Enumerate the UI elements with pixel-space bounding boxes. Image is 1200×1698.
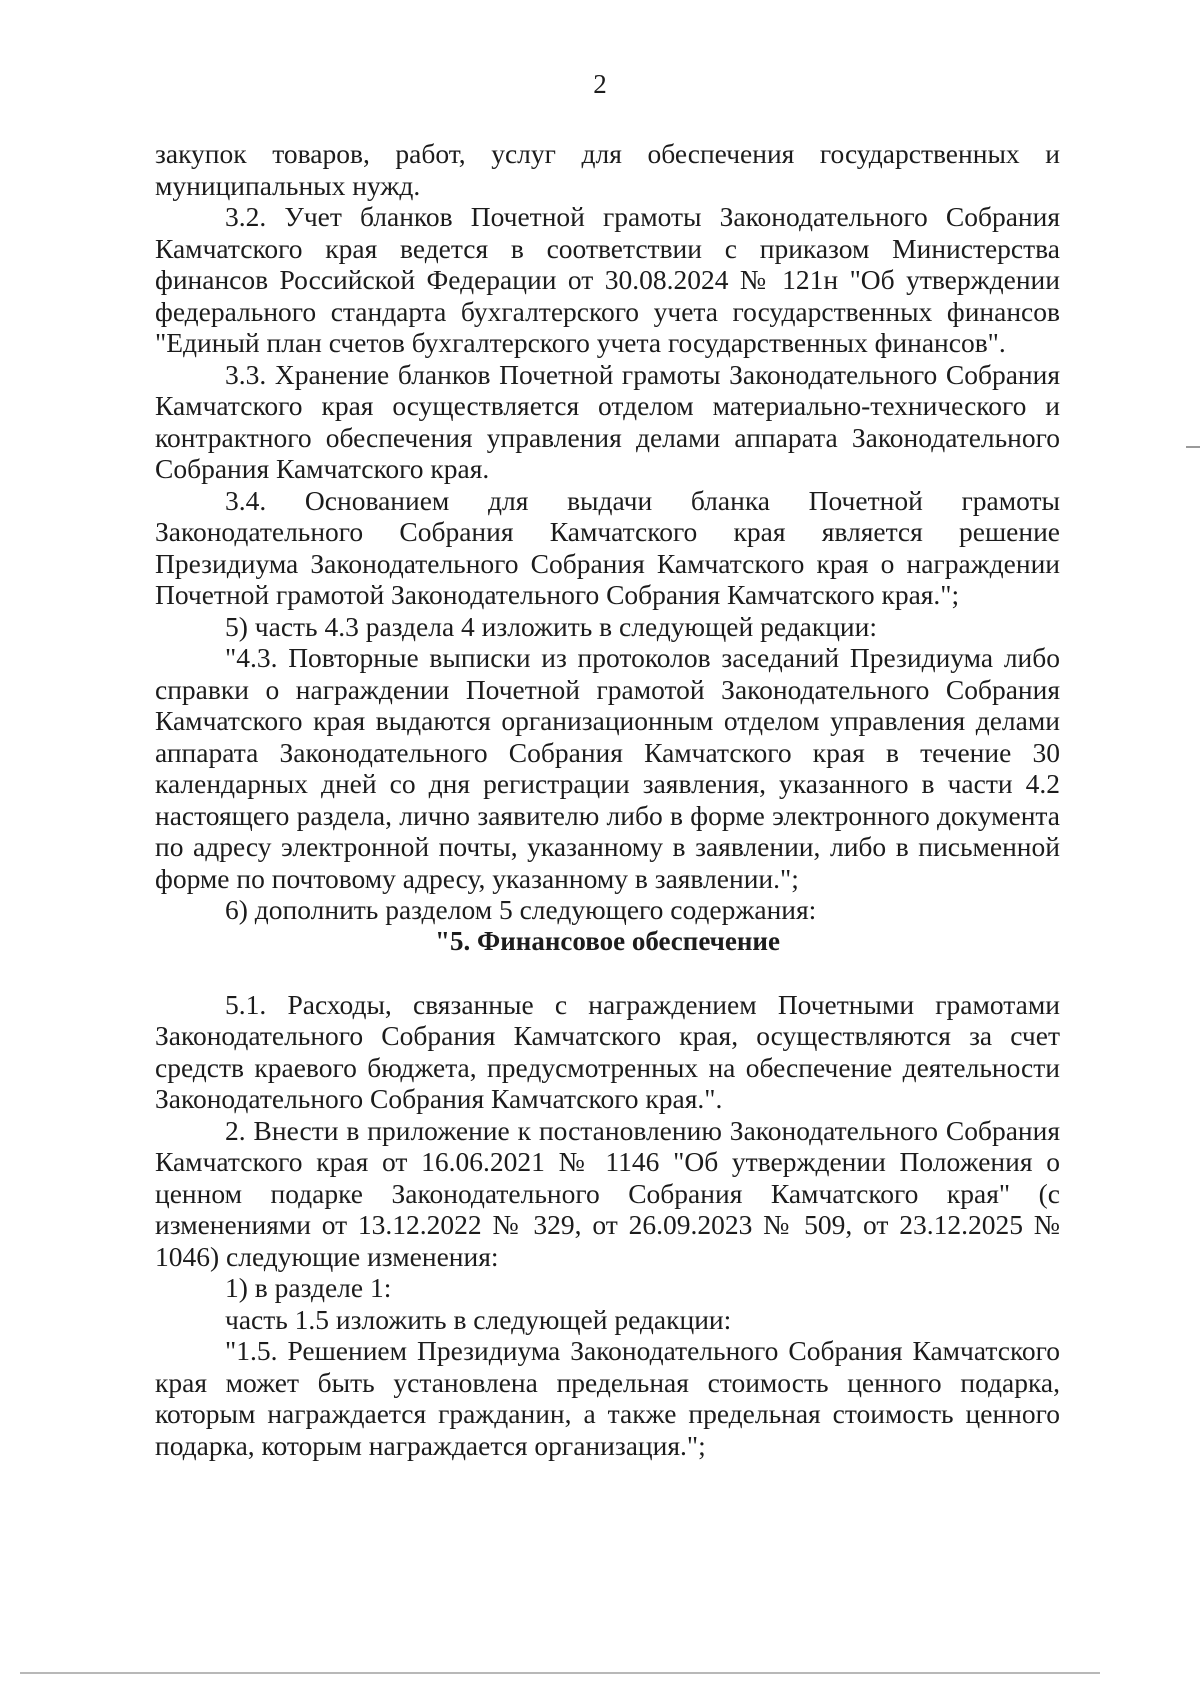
section-heading: "5. Финансовое обеспечение (435, 925, 780, 956)
paragraph-item-6: 6) дополнить разделом 5 следующего содержания: (225, 894, 817, 925)
paragraph-1-5: "1.5. Решением Президиума Законодательного Собрания Камчатского края может быть установлена предельная стоимость ценного подарка, которым награждается гражданин, а также предельная стоимость ценного подарка, которым награждается организация."; (155, 1335, 1060, 1461)
paragraph-part-1-5: часть 1.5 изложить в следующей редакции: (225, 1303, 732, 1335)
scan-edge-mark (1186, 446, 1200, 448)
paragraph-item-5: 5) часть 4.3 раздела 4 изложить в следующей редакции: (225, 610, 878, 642)
paragraph-3-4: 3.4. Основанием для выдачи бланка Почетной грамоты Законодательного Собрания Камчатского края является решение Президиума Законодательного Собрания Камчатского края о награждении Почетной грамотой Законодательного Собрания Камчатского края."; (155, 484, 1060, 610)
paragraph-3-3: 3.3. Хранение бланков Почетной грамоты Законодательного Собрания Камчатского края осуществляется отделом материально-технического и контрактного обеспечения управления делами аппарата Законодательного Собрания Камчатского края. (155, 358, 1060, 484)
section-spacer (155, 957, 1060, 989)
scan-bottom-edge (20, 1672, 1100, 1674)
paragraph-item-1: 1) в разделе 1: (225, 1272, 392, 1303)
paragraph-2: 2. Внести в приложение к постановлению Законодательного Собрания Камчатского края от 16.06.2021 № 1146 "Об утверждении Положения о ценном подарке Законодательного Собрания Камчатского края" (с изменениями от 13.12.2022 № 329, от 26.09.2023 № 509, от 23.12.2025 № 1046) следующие изменения: (155, 1114, 1060, 1272)
paragraph-continuation: закупок товаров, работ, услуг для обеспечения государственных и муниципальных нужд. (155, 138, 1060, 201)
page-number: 2 (593, 69, 607, 99)
paragraph-3-2: 3.2. Учет бланков Почетной грамоты Законодательного Собрания Камчатского края ведется в соответствии с приказом Министерства финансов Российской Федерации от 30.08.2024 № 121н "Об утверждении федерального стандарта бухгалтерского учета государственных финансов "Единый план счетов бухгалтерского учета государственных финансов". (155, 201, 1060, 358)
paragraph-4-3: "4.3. Повторные выписки из протоколов заседаний Президиума либо справки о награждении Почетной грамотой Законодательного Собрания Камчатского края выдаются организационным отделом управления делами аппарата Законодательного Собрания Камчатского края в течение 30 календарных дней со дня регистрации заявления, указанного в части 4.2 настоящего раздела, лично заявителю либо в форме электронного документа по адресу электронной почты, указанному в заявлении, либо в письменной форме по почтовому адресу, указанному в заявлении."; (155, 642, 1060, 894)
paragraph-5-1: 5.1. Расходы, связанные с награждением Почетными грамотами Законодательного Собрания Камчатского края, осуществляются за счет средств краевого бюджета, предусмотренных на обеспечение деятельности Законодательного Собрания Камчатского края.". (155, 988, 1060, 1114)
document-body (155, 138, 1060, 1461)
